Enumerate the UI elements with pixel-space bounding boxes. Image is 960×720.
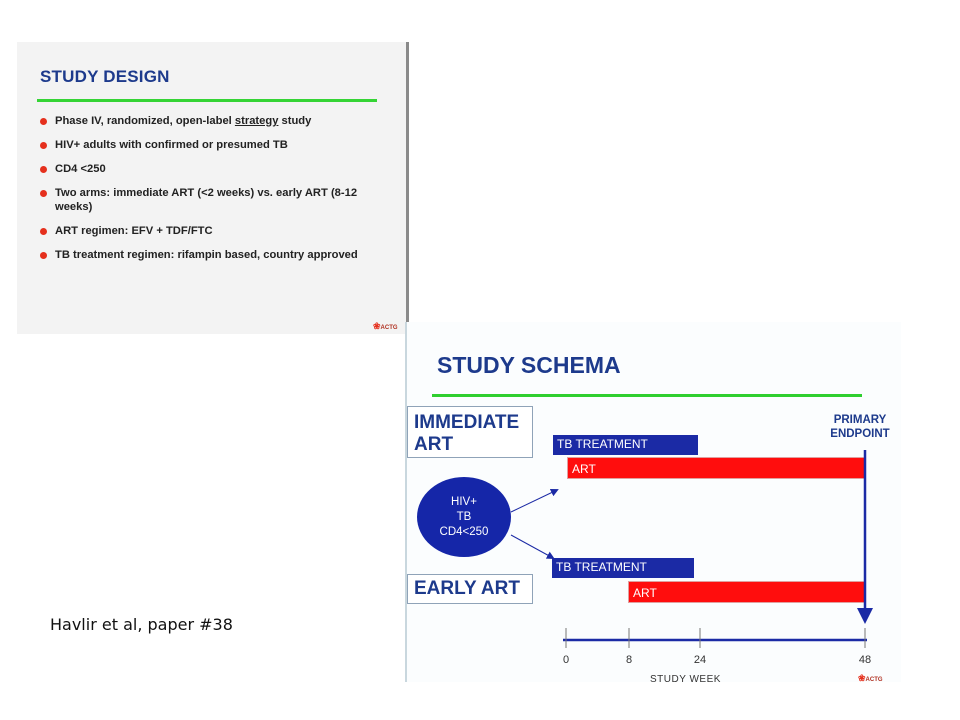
endpoint-arrowhead-icon xyxy=(857,608,873,624)
bullet-item: TB treatment regimen: rifampin based, country approved xyxy=(39,248,379,262)
design-bullet-list xyxy=(39,114,379,272)
primary-endpoint-label: PRIMARY ENDPOINT xyxy=(830,414,890,440)
circle-line: CD4<250 xyxy=(439,525,489,538)
bullet-dot-icon xyxy=(40,142,47,149)
arrow-to-immediate xyxy=(511,490,557,512)
tick-label: 8 xyxy=(625,654,633,666)
tick-label: 0 xyxy=(562,654,570,666)
bullet-dot-icon xyxy=(40,166,47,173)
bullet-item: Two arms: immediate ART (<2 weeks) vs. early ART (8-12 weeks) xyxy=(39,186,379,214)
actg-logo: ❀ACTG xyxy=(858,673,883,683)
bullet-item: ART regimen: EFV + TDF/FTC xyxy=(39,224,379,238)
bullet-item: Phase IV, randomized, open-label strategy study xyxy=(39,114,379,128)
circle-line: TB xyxy=(456,510,472,523)
study-design-title: STUDY DESIGN xyxy=(40,67,170,86)
study-schema-title: STUDY SCHEMA xyxy=(437,352,621,378)
tb-treatment-bar-early: TB TREATMENT xyxy=(552,558,694,578)
actg-logo: ❀ACTG xyxy=(373,321,398,331)
arm-early-label: EARLY ART xyxy=(407,574,533,604)
actg-mark-icon: ❀ xyxy=(858,673,866,683)
bullet-item: CD4 <250 xyxy=(39,162,379,176)
study-schema-slide xyxy=(405,322,901,685)
bullet-item: HIV+ adults with confirmed or presumed TB xyxy=(39,138,379,152)
art-bar-immediate: ART xyxy=(567,457,865,479)
actg-mark-icon: ❀ xyxy=(373,321,381,331)
bullet-dot-icon xyxy=(40,228,47,235)
arm-immediate-label: IMMEDIATE ART xyxy=(407,406,533,458)
axis-label: STUDY WEEK xyxy=(650,674,721,685)
citation-text: Havlir et al, paper #38 xyxy=(50,615,233,634)
slide-divider xyxy=(406,42,409,322)
tb-treatment-bar-immediate: TB TREATMENT xyxy=(553,435,698,455)
study-design-slide xyxy=(17,42,407,334)
bullet-dot-icon xyxy=(40,252,47,259)
tick-label: 48 xyxy=(858,654,872,666)
title-underline xyxy=(37,99,377,102)
art-bar-early: ART xyxy=(628,581,865,603)
tick-label: 24 xyxy=(693,654,707,666)
circle-line: HIV+ xyxy=(451,495,477,508)
bullet-dot-icon xyxy=(40,118,47,125)
bullet-dot-icon xyxy=(40,190,47,197)
schema-arrows xyxy=(405,322,901,682)
arrow-to-early xyxy=(511,535,553,558)
